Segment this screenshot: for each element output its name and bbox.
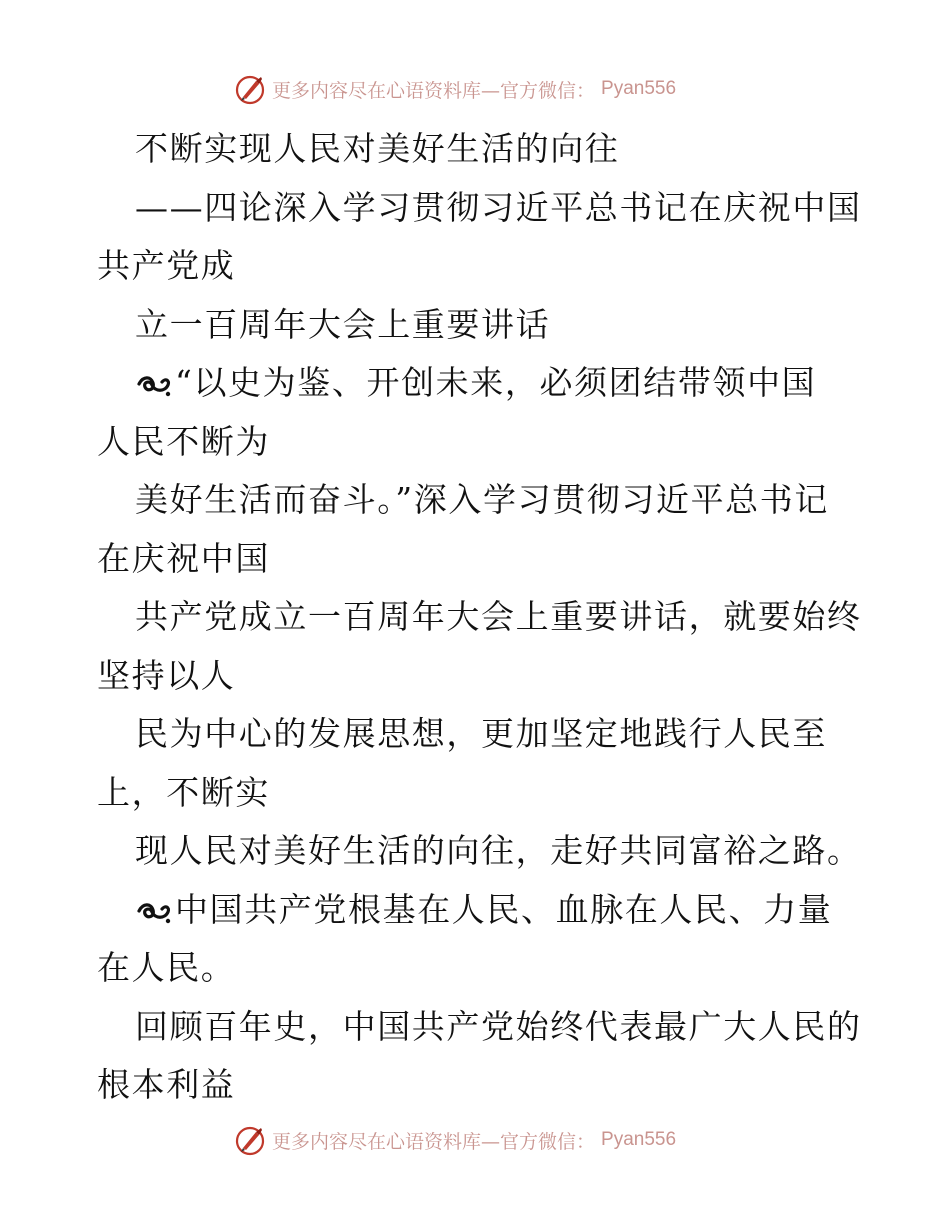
text-line: [97, 705, 857, 764]
text-line: [97, 881, 857, 940]
text-line-content: 共产党成立一百周年大会上重要讲话，就要始终: [135, 597, 862, 636]
ornament-swirl-icon: [135, 897, 173, 927]
text-line: [97, 1056, 857, 1115]
text-line: [97, 998, 862, 1057]
watermark-wechat-id: Pyan556: [601, 1129, 677, 1150]
watermark-text: 更多内容尽在心语资料库—官方微信：: [272, 79, 596, 102]
text-line-content: ——四论深入学习贯彻习近平总书记在庆祝中国: [135, 187, 862, 227]
text-line: [97, 939, 857, 998]
header-watermark: [234, 72, 714, 106]
watermark-wechat-id: Pyan556: [601, 78, 677, 99]
text-line-content: 回顾百年史，中国共产党始终代表最广大人民的: [135, 1006, 862, 1046]
text-line: [97, 822, 862, 881]
text-line-content: 共产党成: [97, 246, 236, 285]
text-line-content: 立一百周年大会上重要讲话: [135, 304, 551, 344]
text-line: [97, 237, 857, 296]
text-line: [97, 120, 857, 179]
text-line-content: 上，不断实: [97, 772, 270, 812]
text-line: [97, 296, 857, 355]
text-line: [97, 588, 862, 647]
text-line-content: 根本利益: [97, 1065, 236, 1104]
text-line-content: 中国共产党根基在人民、血脉在人民、力量: [175, 889, 833, 929]
text-line: [97, 354, 857, 413]
text-line-content: 在庆祝中国: [97, 538, 270, 578]
text-line-content: 民为中心的发展思想，更加坚定地践行人民至: [135, 714, 827, 753]
text-line: [97, 471, 857, 530]
text-line: [97, 764, 857, 823]
quill-pen-logo-icon: [234, 73, 266, 105]
text-line: [97, 179, 862, 238]
quill-pen-logo-icon: [234, 1124, 266, 1156]
text-line-content: 人民不断为: [97, 421, 270, 461]
text-line-content: “以史为鉴、开创未来，必须团结带领中国: [175, 363, 817, 402]
ornament-swirl-icon: [135, 370, 173, 400]
text-line-content: 坚持以人: [97, 655, 236, 695]
text-line-content: 现人民对美好生活的向往，走好共同富裕之路。: [135, 831, 862, 870]
text-line-content: 不断实现人民对美好生活的向往: [135, 129, 620, 168]
text-line: [97, 413, 857, 472]
text-line-content: 在人民。: [97, 948, 236, 987]
footer-watermark: [234, 1123, 714, 1157]
text-line-content: 美好生活而奋斗。”深入学习贯彻习近平总书记: [135, 480, 829, 519]
document-body: [97, 120, 862, 1115]
text-line: [97, 647, 857, 706]
text-line: [97, 530, 857, 589]
watermark-text: 更多内容尽在心语资料库—官方微信：: [272, 1130, 596, 1153]
